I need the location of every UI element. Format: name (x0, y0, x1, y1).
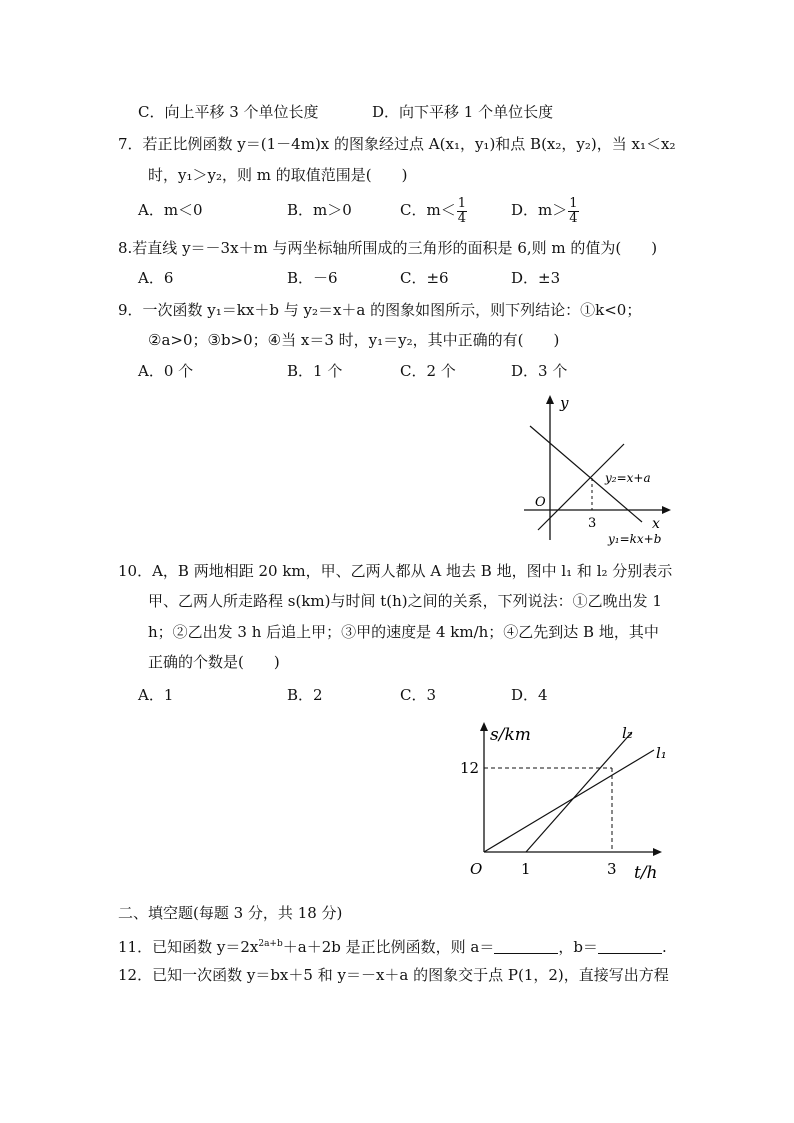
q10-tick-1: 1 (521, 860, 531, 878)
q9-tick-3: 3 (588, 516, 597, 531)
q9-label-y2: y₂=x+a (605, 471, 651, 485)
q9-line-y2 (538, 444, 624, 530)
q10-option-c: C．3 (400, 686, 437, 704)
q8-option-a: A．6 (138, 269, 174, 287)
q10-label-l1: l₁ (656, 744, 667, 762)
q7-option-c-fraction: $\frac{1}{4}$ (457, 195, 466, 226)
q7-stem-line2: 时，y₁＞y₂，则 m 的取值范围是( ) (148, 166, 408, 184)
q10-stem-line2: 甲、乙两人所走路程 s(km)与时间 t(h)之间的关系，下列说法：①乙晚出发 1 (148, 592, 662, 610)
q8-stem: 8.若直线 y＝－3x＋m 与两坐标轴所围成的三角形的面积是 6,则 m 的值为( ) (118, 239, 658, 257)
q9-x-label: x (652, 516, 660, 532)
q9-stem-line2: ②a>0；③b>0；④当 x＝3 时，y₁＝y₂，其中正确的有( ) (148, 331, 560, 349)
q7-stem-line1: 7．若正比例函数 y＝(1－4m)x 的图象经过点 A(x₁，y₁)和点 B(x₂，y₂)，当 x₁＜x₂ (118, 135, 676, 153)
q9-y-arrow (546, 395, 554, 404)
q11-answer-a-blank[interactable] (494, 939, 558, 954)
q7-option-d-prefix: D．m＞ (511, 201, 568, 219)
q11-end: . (661, 938, 667, 956)
q10-line-l1 (484, 750, 654, 852)
q7-option-a: A．m＜0 (138, 201, 203, 219)
q6-option-c: C．向上平移 3 个单位长度 (138, 103, 319, 121)
q10-tick-12: 12 (460, 759, 480, 777)
q8-option-c: C．±6 (400, 269, 449, 287)
q8-option-d: D．±3 (511, 269, 561, 287)
q9-y-label: y (560, 394, 569, 412)
q10-stem-line4: 正确的个数是( ) (148, 653, 280, 671)
q11-exponent: 2a+b (258, 939, 283, 949)
q9-option-a: A．0 个 (138, 362, 194, 380)
q12-stem: 12．已知一次函数 y＝bx＋5 和 y＝－x＋a 的图象交于点 P(1，2)，直接写出方程 (118, 966, 669, 984)
q7-option-c-prefix: C．m＜ (400, 201, 456, 219)
q10-stem-line1: 10．A，B 两地相距 20 km，甲、乙两人都从 A 地去 B 地，图中 l₁ 和 l₂ 分别表示 (118, 562, 673, 580)
q9-option-d: D．3 个 (511, 362, 568, 380)
q7-option-b: B．m＞0 (287, 201, 352, 219)
q10-graph (460, 712, 680, 892)
q9-option-c: C．2 个 (400, 362, 456, 380)
q10-option-b: B．2 (287, 686, 323, 704)
q9-option-b: B．1 个 (287, 362, 343, 380)
q11-middle: ＋a＋2b 是正比例函数，则 a＝ (282, 938, 495, 956)
q10-origin-label: O (470, 860, 483, 878)
q7-option-d-fraction: $\frac{1}{4}$ (569, 195, 578, 226)
q7-option-c (400, 192, 467, 228)
q10-option-a: A．1 (138, 686, 174, 704)
q9-label-y1: y₁=kx+b (608, 532, 662, 546)
q10-label-l2: l₂ (622, 724, 633, 742)
q11-prefix: 11．已知函数 y＝2x (118, 938, 259, 956)
q11-answer-b-blank[interactable] (598, 939, 662, 954)
q10-y-arrow (480, 722, 488, 731)
q9-x-arrow (662, 506, 671, 514)
q10-x-arrow (653, 848, 662, 856)
q6-option-d: D．向下平移 1 个单位长度 (372, 103, 554, 121)
section-2-title: 二、填空题(每题 3 分，共 18 分) (118, 904, 343, 922)
q10-option-d: D．4 (511, 686, 548, 704)
q10-line-l2 (526, 732, 632, 852)
q11-stem (118, 934, 667, 957)
q11-b-label: ，b＝ (558, 938, 598, 956)
q10-x-label: t/h (634, 863, 658, 883)
q10-tick-3: 3 (607, 860, 617, 878)
q8-option-b: B．－6 (287, 269, 338, 287)
q9-stem-line1: 9．一次函数 y₁＝kx＋b 与 y₂＝x＋a 的图象如图所示，则下列结论：①k<0； (118, 301, 642, 319)
q10-y-label: s/km (490, 725, 531, 745)
q7-option-d (511, 192, 579, 228)
q9-origin-label: O (535, 495, 546, 510)
q9-graph (516, 390, 676, 550)
q10-stem-line3: h；②乙出发 3 h 后追上甲；③甲的速度是 4 km/h；④乙先到达 B 地，其中 (148, 623, 659, 641)
